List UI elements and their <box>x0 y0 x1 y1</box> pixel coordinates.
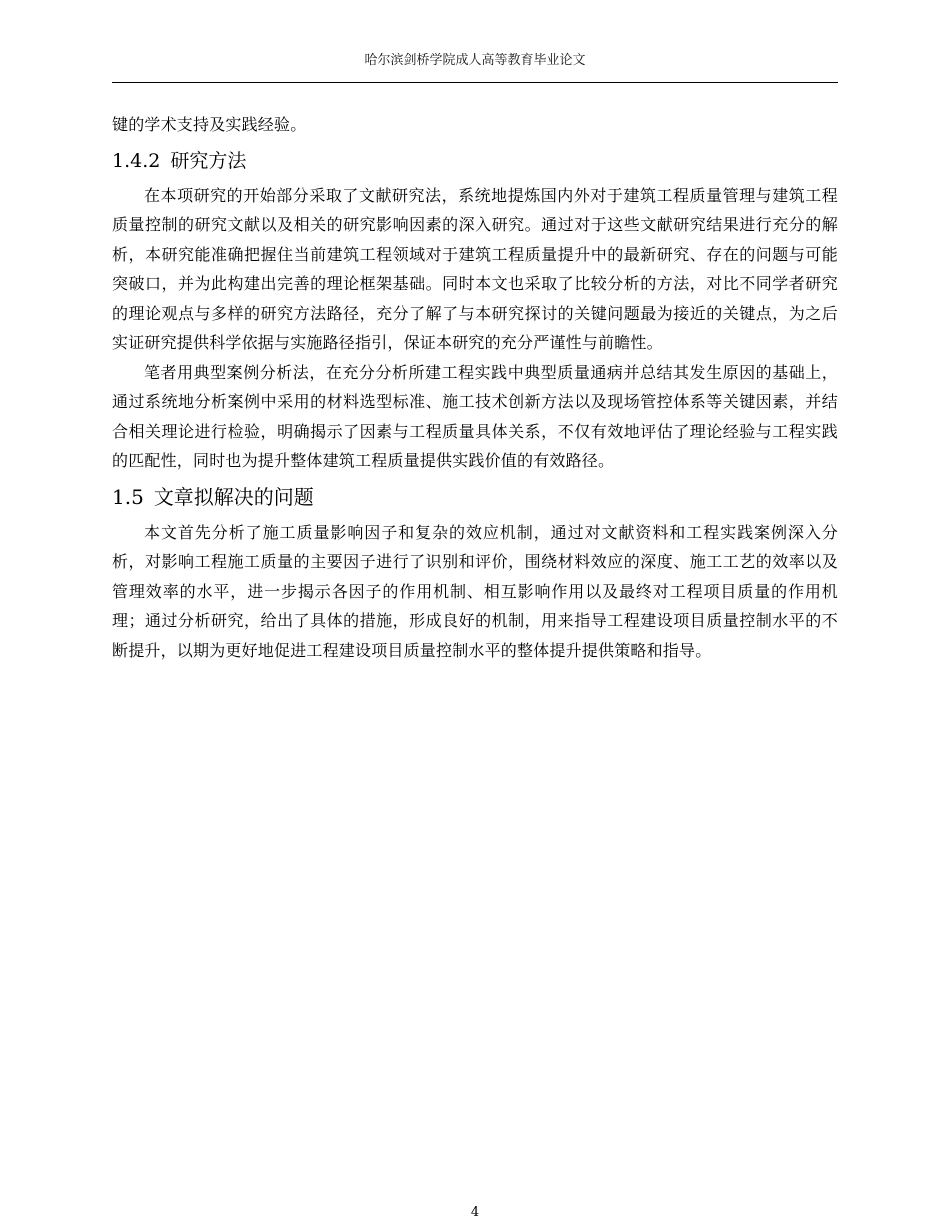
continuation-paragraph: 键的学术支持及实践经验。 <box>112 115 307 134</box>
section-title: 文章拟解决的问题 <box>153 484 314 509</box>
section-title: 研究方法 <box>170 149 247 172</box>
body-paragraph: 在本项研究的开始部分采取了文献研究法，系统地提炼国内外对于建筑工程质量管理与建筑工程质量控制的研究文献以及相关的研究影响因素的深入研究。通过对于这些文献研究结果进行充分的解析，本研究能准确把握住当前建筑工程领域对于建筑工程质量提升中的最新研究、存在的问题与可能突破口，并为此构建出完善的理论框架基础。同时本文也采取了比较分析的方法，对比不同学者研究的理论观点与多样的研究方法路径，充分了解了与本研究探讨的关键问题最为接近的关键点，为之后实证研究提供科学依据与实施路径指引，保证本研究的充分严谨性与前瞻性。 <box>112 185 838 352</box>
section-number: 1.5 <box>112 484 144 509</box>
body-paragraph: 笔者用典型案例分析法，在充分分析所建工程实践中典型质量通病并总结其发生原因的基础上，通过系统地分析案例中采用的材料选型标准、施工技术创新方法以及现场管控体系等关键因素，并结合相关理论进行检验，明确揭示了因素与工程质量具体关系，不仅有效地评估了理论经验与工程实践的匹配性，同时也为提升整体建筑工程质量提供实践价值的有效路径。 <box>112 362 838 470</box>
document-body <box>112 110 838 665</box>
header-divider <box>112 82 838 83</box>
page-number: 4 <box>470 1205 480 1220</box>
body-paragraph: 本文首先分析了施工质量影响因子和复杂的效应机制，通过对文献资料和工程实践案例深入分析，对影响工程施工质量的主要因子进行了识别和评价，围绕材料效应的深度、施工工艺的效率以及管理效率的水平，进一步揭示各因子的作用机制、相互影响作用以及最终对工程项目质量的作用机理；通过分析研究，给出了具体的措施，形成良好的机制，用来指导工程建设项目质量控制水平的不断提升，以期为更好地促进工程建设项目质量控制水平的整体提升提供策略和指导。 <box>112 522 838 660</box>
page-header: 哈尔滨剑桥学院成人高等教育毕业论文 <box>364 53 586 68</box>
section-number: 1.4.2 <box>112 149 161 172</box>
section-heading-1-5 <box>112 476 838 518</box>
section-heading-1-4-2 <box>112 140 838 181</box>
